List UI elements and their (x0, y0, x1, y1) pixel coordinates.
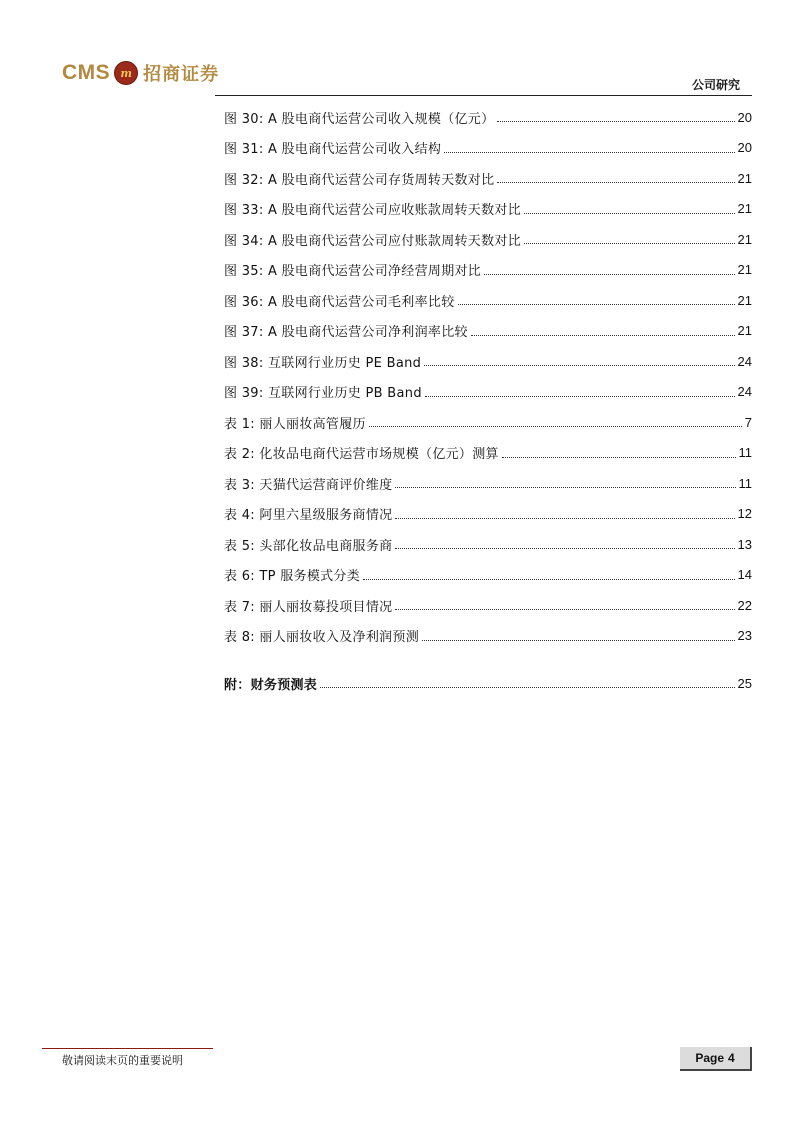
toc-leader-dots (363, 578, 735, 580)
toc-spacer (224, 651, 752, 668)
toc-entry-label: 表 8: 丽人丽妆收入及净利润预测 (224, 630, 420, 646)
toc-leader-dots (424, 364, 734, 366)
toc-leader-dots (497, 120, 734, 122)
logo-text-cn: 招商证券 (143, 64, 220, 85)
toc-entry-page: 23 (737, 628, 752, 644)
toc-leader-dots (395, 486, 735, 488)
toc-entry-label: 图 32: A 股电商代运营公司存货周转天数对比 (224, 172, 495, 188)
page-number: 4 (728, 1051, 735, 1065)
toc-entry-label: 表 6: TP 服务模式分类 (224, 569, 361, 585)
disclaimer-note: 敬请阅读末页的重要说明 (62, 1054, 183, 1067)
toc-entry-label: 图 30: A 股电商代运营公司收入规模（亿元） (224, 111, 495, 127)
toc-entry-page: 24 (737, 384, 752, 400)
toc-leader-dots (524, 212, 735, 214)
page-word: Page (695, 1051, 724, 1065)
footer-divider (42, 1048, 213, 1049)
toc-leader-dots (458, 303, 735, 305)
toc-leader-dots (425, 395, 735, 397)
toc-entry-label: 表 4: 阿里六星级服务商情况 (224, 508, 393, 524)
toc-entry[interactable] (224, 560, 752, 591)
toc-entry[interactable] (224, 316, 752, 347)
toc-entry-page: 20 (737, 109, 752, 125)
toc-entry[interactable] (224, 255, 752, 286)
header-divider (215, 95, 752, 96)
section-label: 公司研究 (692, 78, 741, 92)
company-logo (62, 58, 219, 88)
toc-leader-dots (524, 242, 735, 244)
toc-entry-page: 14 (737, 567, 752, 583)
toc-entry-page: 24 (737, 353, 752, 369)
toc-entry[interactable] (224, 346, 752, 377)
toc-entry-label: 图 35: A 股电商代运营公司净经营周期对比 (224, 264, 482, 280)
toc-entry-page: 21 (737, 262, 752, 278)
page-number-box (680, 1047, 752, 1071)
toc-entry[interactable] (224, 499, 752, 530)
toc-entry-label: 表 5: 头部化妆品电商服务商 (224, 538, 393, 554)
logo-text-en: CMS (62, 61, 111, 84)
toc-entry-page: 11 (738, 475, 752, 491)
toc-entry-page: 21 (737, 292, 752, 308)
toc-entry[interactable] (224, 407, 752, 438)
table-of-contents (224, 102, 752, 699)
toc-entry-page: 21 (737, 170, 752, 186)
toc-leader-dots (444, 151, 734, 153)
toc-entry-page: 12 (737, 506, 752, 522)
toc-leader-dots (395, 517, 734, 519)
toc-entry-label: 图 36: A 股电商代运营公司毛利率比较 (224, 294, 455, 310)
toc-entry-label: 图 34: A 股电商代运营公司应付账款周转天数对比 (224, 233, 522, 249)
toc-leader-dots (502, 456, 736, 458)
toc-entry-label: 表 3: 天猫代运营商评价维度 (224, 477, 393, 493)
toc-entry-page: 21 (737, 201, 752, 217)
toc-entry-label: 表 1: 丽人丽妆高管履历 (224, 416, 366, 432)
toc-entry-label: 图 31: A 股电商代运营公司收入结构 (224, 142, 442, 158)
toc-entry-label: 表 2: 化妆品电商代运营市场规模（亿元）测算 (224, 447, 499, 463)
toc-leader-dots (484, 273, 734, 275)
toc-entry-appendix[interactable] (224, 668, 752, 699)
toc-entry-label: 图 39: 互联网行业历史 PB Band (224, 386, 422, 402)
toc-entry[interactable] (224, 102, 752, 133)
toc-entry-page: 25 (737, 675, 752, 691)
toc-leader-dots (471, 334, 735, 336)
toc-leader-dots (320, 686, 734, 688)
toc-entry[interactable] (224, 529, 752, 560)
toc-entry-page: 21 (737, 323, 752, 339)
toc-entry-page: 21 (737, 231, 752, 247)
toc-entry-label: 附：财务预测表 (224, 677, 318, 693)
logo-badge-icon: m (114, 61, 138, 85)
toc-leader-dots (395, 608, 734, 610)
toc-entry[interactable] (224, 590, 752, 621)
toc-entry[interactable] (224, 285, 752, 316)
toc-leader-dots (497, 181, 734, 183)
toc-leader-dots (395, 547, 734, 549)
toc-entry-page: 13 (737, 536, 752, 552)
toc-entry-page: 11 (738, 445, 752, 461)
toc-entry-page: 22 (737, 597, 752, 613)
toc-entry-page: 7 (744, 414, 752, 430)
toc-entry[interactable] (224, 377, 752, 408)
toc-entry[interactable] (224, 163, 752, 194)
toc-entry-label: 图 38: 互联网行业历史 PE Band (224, 355, 422, 371)
toc-entry[interactable] (224, 133, 752, 164)
toc-leader-dots (369, 425, 742, 427)
toc-entry[interactable] (224, 438, 752, 469)
toc-entry-page: 20 (737, 140, 752, 156)
toc-leader-dots (422, 639, 735, 641)
toc-entry[interactable] (224, 468, 752, 499)
toc-entry[interactable] (224, 194, 752, 225)
toc-entry[interactable] (224, 621, 752, 652)
toc-entry-label: 表 7: 丽人丽妆募投项目情况 (224, 599, 393, 615)
toc-entry-label: 图 37: A 股电商代运营公司净利润率比较 (224, 325, 468, 341)
toc-entry-label: 图 33: A 股电商代运营公司应收账款周转天数对比 (224, 203, 522, 219)
toc-entry[interactable] (224, 224, 752, 255)
